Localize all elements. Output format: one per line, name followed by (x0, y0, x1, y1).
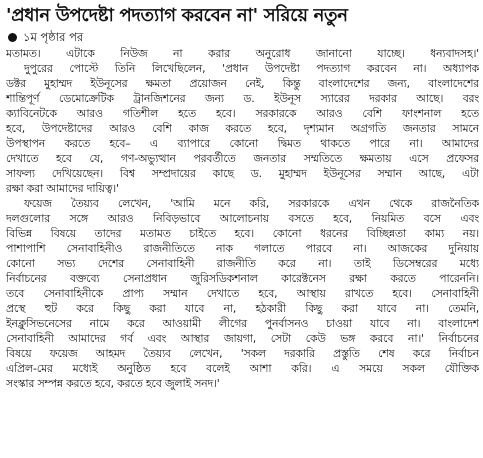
text-line: প্রস্থে হুট করে কিছু করা যাবে না, হঠকারী কিছু করা যাবে না। তেমনি, (6, 302, 479, 315)
text-line: রক্ষা করা আমাদের দায়িত্ব।' (6, 182, 119, 195)
text-line: দলগুলোর সঙ্গে আরও নিবিড়ভাবে আলোচনায় বসতে হবে, নিয়মিত বসে এবং (6, 212, 479, 225)
text-line: ফয়েজ তৈয়্যব লেখেন, 'আমি মনে করি, সরকারকে এখন থেকে রাজনৈতিক (24, 197, 479, 210)
text-line: শান্তিপূর্ণ ডেমোক্রেটিক ট্রানজিশনের জন্য ড. ইউনূস স্যারের দরকার আছে। বরং (6, 92, 479, 105)
bullet-icon (8, 33, 17, 42)
text-line: সংস্কার সম্পন্ন করতে হবে, করতে হবে জুলাই সনদ।' (6, 377, 220, 390)
text-line: এপ্রিল-মের মধ্যেই অনুষ্ঠিত হবে বলেই আশা করি। এ সময়ে সকল যৌক্তিক (6, 362, 479, 375)
text-line: বিষয়ে ফয়েজ আহমদ তৈয়্যব লেখেন, 'সকল দরকারি প্রস্তুতি শেষ করে নির্বাচন (6, 347, 479, 360)
text-line: নির্বাচনের বক্তব্যে সেনাপ্রধান জুরিসডিকশনাল কারেক্টনেস রক্ষা করতে পারেননি। (6, 272, 479, 285)
continued-from-label: ১ম পৃষ্ঠার পর (23, 30, 84, 44)
text-line: দুপুরের পোস্টে তিনি লিখেছিলেন, 'প্রধান উপদেষ্টা পদত্যাগ করবেন না। অধ্যাপক (24, 62, 479, 75)
text-line: সেনাবাহিনী আমাদের গর্ব এবং আস্থার জায়গা, সেটা কেউ ভঙ্গ করবে না।' নির্বাচনের (6, 332, 479, 345)
text-line: হবে, উপদেষ্টাদের আরও বেশি কাজ করতে হবে, দৃশ্যমান অগ্রগতি জনতার সামনে (6, 122, 479, 135)
text-line: বিভিন্ন বিষয়ে তাদের মতামত চাইতে হবে। কোনো ধরনের বিচ্ছিন্নতা কাম্য নয়। (6, 227, 479, 240)
paragraph-2 (6, 196, 479, 391)
continuation-marker (8, 30, 479, 44)
text-line: ডক্টর মুহাম্মদ ইউনূসের ক্ষমতা প্রয়োজন নেই, কিন্তু বাংলাদেশের জন্য, বাংলাদেশের (6, 77, 479, 90)
text-line: দেখাতে হবে যে, গণ-অভ্যুত্থান পরবর্তীতে জনতার সম্মতিতে ক্ষমতায় এসে প্রফেসর (6, 152, 479, 165)
text-line: ইনক্লুসিভনেসের নামে করে আওয়ামী লীগের পুনর্বাসনও চাওয়া যাবে না। বাংলাদেশ (6, 317, 479, 330)
text-line: সাফল্য দেখিয়েছেন। বিশ্ব সম্প্রদায়ের কাছে ড. মুহাম্মদ ইউনূসের সম্মান আছে, এটা (6, 167, 479, 180)
text-line: কোনো সভ্য দেশের সেনাবাহিনী রাজনীতি করে না। তাই ডিসেম্বরের মধ্যে (6, 257, 479, 270)
text-line: উপস্থাপন করতে হবে– এ ব্যাপারে কোনো দ্বিমত থাকতে পারে না। আমাদের (6, 137, 479, 150)
text-line: মতামত। এটাকে নিউজ না করার অনুরোধ জানানো যাচ্ছে। ধন্যবাদসহ।' (6, 47, 479, 60)
text-line: ক্যাবিনেটকে আরও গতিশীল হতে হবে। সরকারকে আরও বেশি ফাংশনাল হতে (6, 107, 479, 120)
text-line: তবে সেনাবাহিনীকে প্রাপ্য সম্মান দেখাতে হবে, আস্থায় রাখতে হবে। সেনাবাহিনী (6, 287, 479, 300)
text-line: পাশাপাশি সেনাবাহিনীও রাজনীতিতে নাক গলাতে পারবে না। আজকের দুনিয়ায় (6, 242, 479, 255)
paragraph-1 (6, 46, 479, 196)
headline: 'প্রধান উপদেষ্টা পদত্যাগ করবেন না' সরিয়ে নতুন (6, 5, 348, 26)
